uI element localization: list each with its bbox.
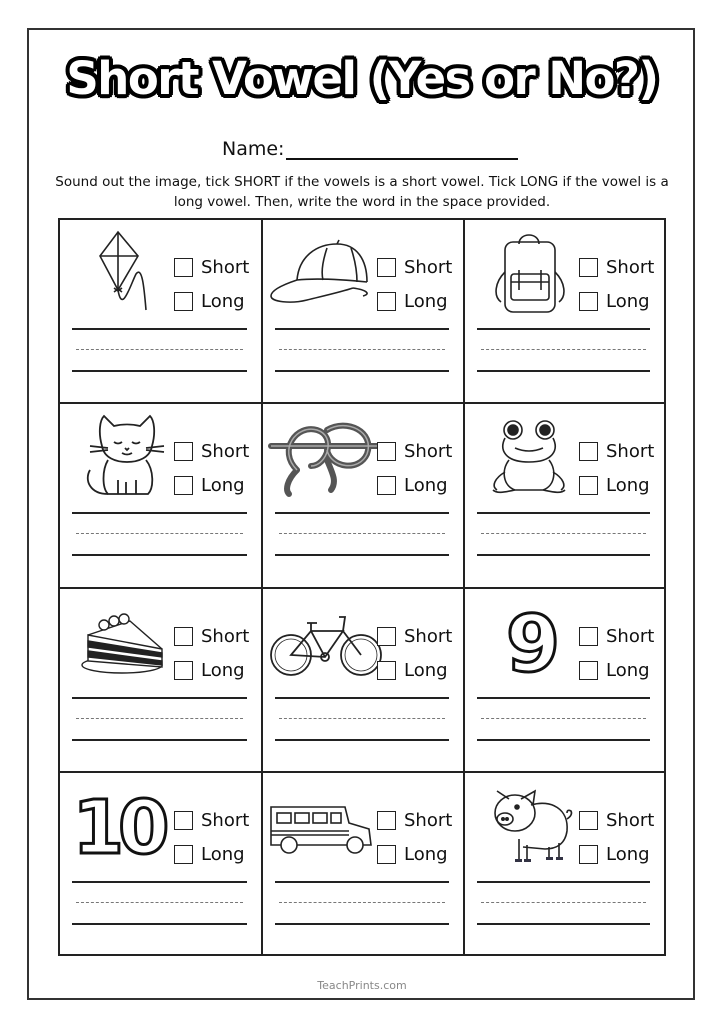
writing-lines[interactable] bbox=[275, 881, 449, 925]
name-label: Name: bbox=[222, 138, 285, 160]
short-option[interactable]: Short bbox=[579, 619, 654, 653]
answer-options bbox=[377, 803, 452, 871]
item-card bbox=[263, 773, 465, 954]
answer-options bbox=[174, 434, 249, 502]
short-checkbox[interactable] bbox=[579, 811, 598, 830]
backpack-icon bbox=[475, 226, 585, 314]
answer-options bbox=[377, 250, 452, 318]
answer-options bbox=[377, 619, 452, 687]
long-checkbox[interactable] bbox=[377, 661, 396, 680]
long-checkbox[interactable] bbox=[377, 476, 396, 495]
short-checkbox[interactable] bbox=[174, 442, 193, 461]
short-option[interactable]: Short bbox=[377, 250, 452, 284]
long-checkbox[interactable] bbox=[174, 661, 193, 680]
answer-options bbox=[174, 250, 249, 318]
answer-options bbox=[579, 250, 654, 318]
name-field[interactable] bbox=[286, 138, 518, 160]
short-option[interactable]: Short bbox=[174, 250, 249, 284]
knot-icon bbox=[267, 410, 385, 498]
frog-icon bbox=[475, 410, 585, 498]
long-checkbox[interactable] bbox=[377, 845, 396, 864]
long-option[interactable]: Long bbox=[174, 837, 249, 871]
svg-text:9: 9 bbox=[505, 600, 561, 683]
name-row bbox=[222, 138, 518, 160]
short-checkbox[interactable] bbox=[377, 258, 396, 277]
short-option[interactable]: Short bbox=[174, 619, 249, 653]
long-option[interactable]: Long bbox=[377, 468, 452, 502]
long-checkbox[interactable] bbox=[174, 476, 193, 495]
writing-lines[interactable] bbox=[477, 881, 650, 925]
writing-lines[interactable] bbox=[275, 697, 449, 741]
long-checkbox[interactable] bbox=[579, 661, 598, 680]
long-option[interactable]: Long bbox=[579, 468, 654, 502]
short-checkbox[interactable] bbox=[377, 442, 396, 461]
writing-lines[interactable] bbox=[477, 512, 650, 556]
cake-icon bbox=[70, 595, 180, 683]
long-checkbox[interactable] bbox=[174, 292, 193, 311]
long-option[interactable]: Long bbox=[174, 653, 249, 687]
item-card bbox=[263, 404, 465, 589]
long-option[interactable]: Long bbox=[174, 468, 249, 502]
pig-icon bbox=[475, 779, 585, 867]
writing-lines[interactable] bbox=[275, 512, 449, 556]
short-option[interactable]: Short bbox=[174, 803, 249, 837]
long-option[interactable]: Long bbox=[579, 653, 654, 687]
writing-lines[interactable] bbox=[72, 512, 247, 556]
item-card bbox=[465, 589, 664, 773]
short-checkbox[interactable] bbox=[579, 258, 598, 277]
writing-lines[interactable] bbox=[72, 328, 247, 372]
short-checkbox[interactable] bbox=[579, 442, 598, 461]
long-option[interactable]: Long bbox=[579, 284, 654, 318]
short-checkbox[interactable] bbox=[174, 811, 193, 830]
answer-options bbox=[579, 434, 654, 502]
writing-lines[interactable] bbox=[477, 328, 650, 372]
svg-text:10: 10 bbox=[72, 785, 164, 867]
writing-lines[interactable] bbox=[72, 881, 247, 925]
short-checkbox[interactable] bbox=[377, 811, 396, 830]
short-option[interactable]: Short bbox=[377, 434, 452, 468]
worksheet-grid bbox=[58, 218, 666, 956]
instructions: Sound out the image, tick SHORT if the vowels is a short vowel. Tick LONG if the vowel is a long vowel. Then, write the word in the space provided. bbox=[55, 174, 669, 210]
footer-credit: TeachPrints.com bbox=[317, 979, 407, 992]
item-card bbox=[263, 220, 465, 404]
long-checkbox[interactable] bbox=[174, 845, 193, 864]
cap-icon bbox=[267, 226, 385, 314]
bus-icon bbox=[265, 779, 377, 867]
long-option[interactable]: Long bbox=[377, 653, 452, 687]
item-card bbox=[60, 589, 263, 773]
item-card bbox=[60, 773, 263, 954]
short-option[interactable]: Short bbox=[377, 803, 452, 837]
short-option[interactable]: Short bbox=[377, 619, 452, 653]
long-checkbox[interactable] bbox=[579, 845, 598, 864]
bicycle-icon bbox=[267, 595, 385, 683]
short-option[interactable]: Short bbox=[579, 434, 654, 468]
long-option[interactable]: Long bbox=[579, 837, 654, 871]
item-card bbox=[465, 404, 664, 589]
answer-options bbox=[174, 803, 249, 871]
long-checkbox[interactable] bbox=[377, 292, 396, 311]
long-option[interactable]: Long bbox=[377, 284, 452, 318]
item-card bbox=[263, 589, 465, 773]
long-checkbox[interactable] bbox=[579, 292, 598, 311]
short-checkbox[interactable] bbox=[174, 627, 193, 646]
long-option[interactable]: Long bbox=[377, 837, 452, 871]
short-checkbox[interactable] bbox=[174, 258, 193, 277]
item-card bbox=[465, 773, 664, 954]
short-checkbox[interactable] bbox=[579, 627, 598, 646]
number-ten-icon bbox=[64, 779, 174, 867]
answer-options bbox=[377, 434, 452, 502]
item-card bbox=[60, 220, 263, 404]
number-nine-icon bbox=[475, 595, 585, 683]
kite-icon bbox=[70, 226, 180, 314]
short-option[interactable]: Short bbox=[579, 803, 654, 837]
writing-lines[interactable] bbox=[275, 328, 449, 372]
worksheet-title: Short Vowel (Yes or No?) bbox=[66, 52, 658, 105]
item-card bbox=[60, 404, 263, 589]
answer-options bbox=[579, 803, 654, 871]
long-option[interactable]: Long bbox=[174, 284, 249, 318]
answer-options bbox=[174, 619, 249, 687]
long-checkbox[interactable] bbox=[579, 476, 598, 495]
cat-icon bbox=[70, 410, 180, 498]
short-checkbox[interactable] bbox=[377, 627, 396, 646]
item-card bbox=[465, 220, 664, 404]
writing-lines[interactable] bbox=[477, 697, 650, 741]
answer-options bbox=[579, 619, 654, 687]
short-option[interactable]: Short bbox=[174, 434, 249, 468]
writing-lines[interactable] bbox=[72, 697, 247, 741]
short-option[interactable]: Short bbox=[579, 250, 654, 284]
